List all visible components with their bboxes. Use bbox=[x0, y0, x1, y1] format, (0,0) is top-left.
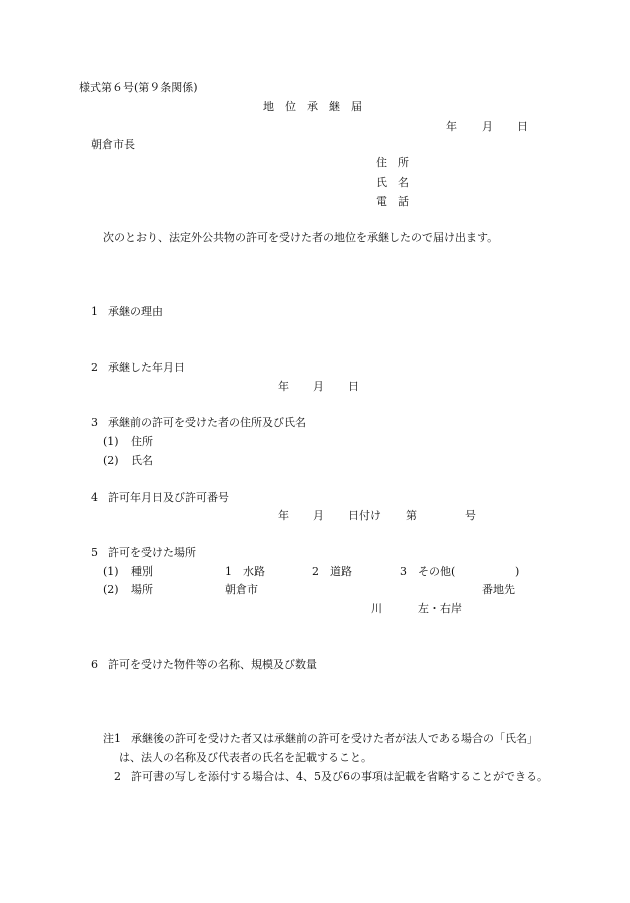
date-year-label: 年 bbox=[446, 120, 457, 133]
section-number: 2 bbox=[91, 361, 98, 374]
number-prefix-label: 第 bbox=[406, 509, 417, 522]
note-2-number: 2 bbox=[114, 770, 121, 783]
note-1-text: 承継後の許可を受けた者又は承継前の許可を受けた者が法人である場合の「氏名」 bbox=[131, 732, 538, 745]
section-number: 3 bbox=[91, 416, 98, 429]
month-label: 月 bbox=[313, 380, 324, 393]
river-label: 川 bbox=[371, 602, 382, 615]
number-suffix-label: 号 bbox=[465, 509, 476, 522]
subitem-place-label: 場所 bbox=[131, 583, 153, 596]
subitem-name-label: 氏名 bbox=[131, 454, 153, 467]
section-title: 承継の理由 bbox=[108, 305, 163, 318]
section-number: 6 bbox=[91, 658, 98, 671]
applicant-phone-label: 電 話 bbox=[376, 195, 409, 208]
applicant-address-label: 住 所 bbox=[376, 156, 409, 169]
note-1-continuation: は、法人の名称及び代表者の氏名を記載すること。 bbox=[119, 751, 372, 764]
section-title: 許可を受けた場所 bbox=[108, 546, 196, 559]
form-number: 様式第６号(第９条関係) bbox=[79, 81, 198, 94]
lot-number-label: 番地先 bbox=[482, 583, 515, 596]
intro-text: 次のとおり、法定外公共物の許可を受けた者の地位を承継したので届け出ます。 bbox=[103, 231, 499, 244]
year-label: 年 bbox=[278, 509, 289, 522]
option-road: 2 道路 bbox=[312, 565, 352, 578]
subitem-number: (2) bbox=[103, 454, 119, 467]
applicant-name-label: 氏 名 bbox=[376, 176, 409, 189]
date-day-label: 日 bbox=[517, 120, 528, 133]
subitem-number: (2) bbox=[103, 583, 119, 596]
note-2-text: 許可書の写しを添付する場合は、4、5及び6の事項は記載を省略することができる。 bbox=[131, 770, 548, 783]
section-title: 許可年月日及び許可番号 bbox=[108, 491, 229, 504]
addressee: 朝倉市長 bbox=[91, 138, 135, 151]
section-number: 4 bbox=[91, 491, 98, 504]
note-1-label: 注1 bbox=[103, 732, 121, 745]
option-waterway: 1 水路 bbox=[225, 565, 265, 578]
bank-label: 左・右岸 bbox=[418, 602, 462, 615]
day-label: 日 bbox=[348, 380, 359, 393]
option-other-close: ) bbox=[515, 565, 520, 578]
month-label: 月 bbox=[313, 509, 324, 522]
section-number: 5 bbox=[91, 546, 98, 559]
subitem-address-label: 住所 bbox=[131, 435, 153, 448]
option-other: 3 その他( bbox=[400, 565, 456, 578]
section-number: 1 bbox=[91, 305, 98, 318]
form-title: 地 位 承 継 届 bbox=[263, 100, 362, 113]
subitem-type-label: 種別 bbox=[131, 565, 153, 578]
subitem-number: (1) bbox=[103, 435, 119, 448]
subitem-number: (1) bbox=[103, 565, 119, 578]
dated-label: 日付け bbox=[348, 509, 381, 522]
city-label: 朝倉市 bbox=[225, 583, 258, 596]
section-title: 許可を受けた物件等の名称、規模及び数量 bbox=[108, 658, 317, 671]
section-title: 承継した年月日 bbox=[108, 361, 185, 374]
year-label: 年 bbox=[278, 380, 289, 393]
section-title: 承継前の許可を受けた者の住所及び氏名 bbox=[108, 416, 306, 429]
date-month-label: 月 bbox=[482, 120, 493, 133]
